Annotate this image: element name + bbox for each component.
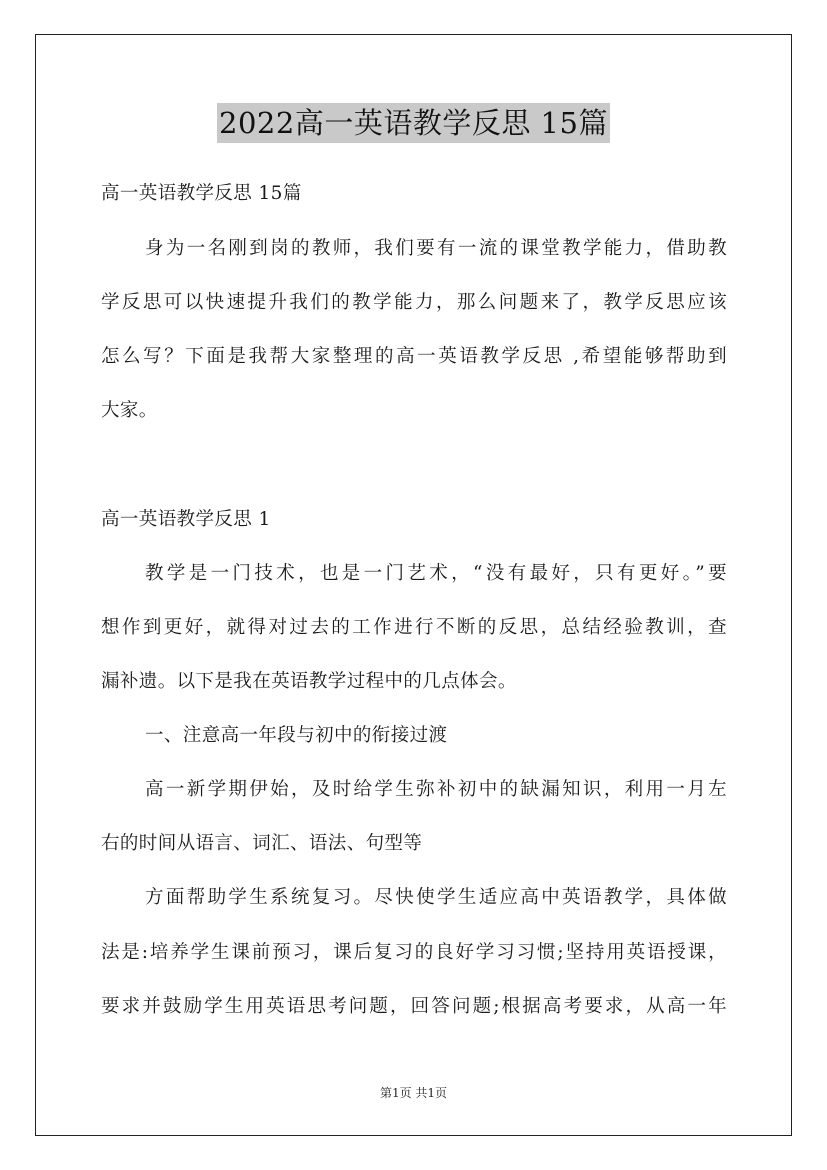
page-number-footer: 第1页 共1页 [379,1086,448,1100]
intro-line-2: 学反思可以快速提升我们的教学能力，那么问题来了，教学反思应该 [101,292,727,313]
title-container [0,103,827,143]
point-para2-line-3: 要求并鼓励学生用英语思考问题，回答问题;根据高考要求，从高一年 [101,996,727,1017]
intro-line-4: 大家。 [101,400,158,421]
section-para1-line-3: 漏补遗。以下是我在英语教学过程中的几点体会。 [101,671,517,692]
intro-line-1: 身为一名刚到岗的教师，我们要有一流的课堂教学能力，借助教 [145,238,727,259]
section-para1-line-1: 教学是一门技术，也是一门艺术，“没有最好，只有更好。”要 [145,563,727,584]
section-para1-line-2: 想作到更好，就得对过去的工作进行不断的反思，总结经验教训，查 [101,617,727,638]
point-heading: 一、注意高一年段与初中的衔接过渡 [145,725,448,746]
intro-line-3: 怎么写？下面是我帮大家整理的高一英语教学反思 ,希望能够帮助到 [101,346,727,367]
point-para1-line-1: 高一新学期伊始，及时给学生弥补初中的缺漏知识，利用一月左 [145,779,727,800]
point-para2-line-1: 方面帮助学生系统复习。尽快使学生适应高中英语教学，具体做 [145,887,727,908]
document-subtitle: 高一英语教学反思 15篇 [101,183,302,204]
section-heading: 高一英语教学反思 1 [101,509,271,530]
document-title: 2022高一英语教学反思 15篇 [217,103,610,143]
point-para1-line-2: 右的时间从语言、词汇、语法、句型等 [101,833,423,854]
point-para2-line-2: 法是:培养学生课前预习，课后复习的良好学习习惯;坚持用英语授课， [101,942,727,963]
